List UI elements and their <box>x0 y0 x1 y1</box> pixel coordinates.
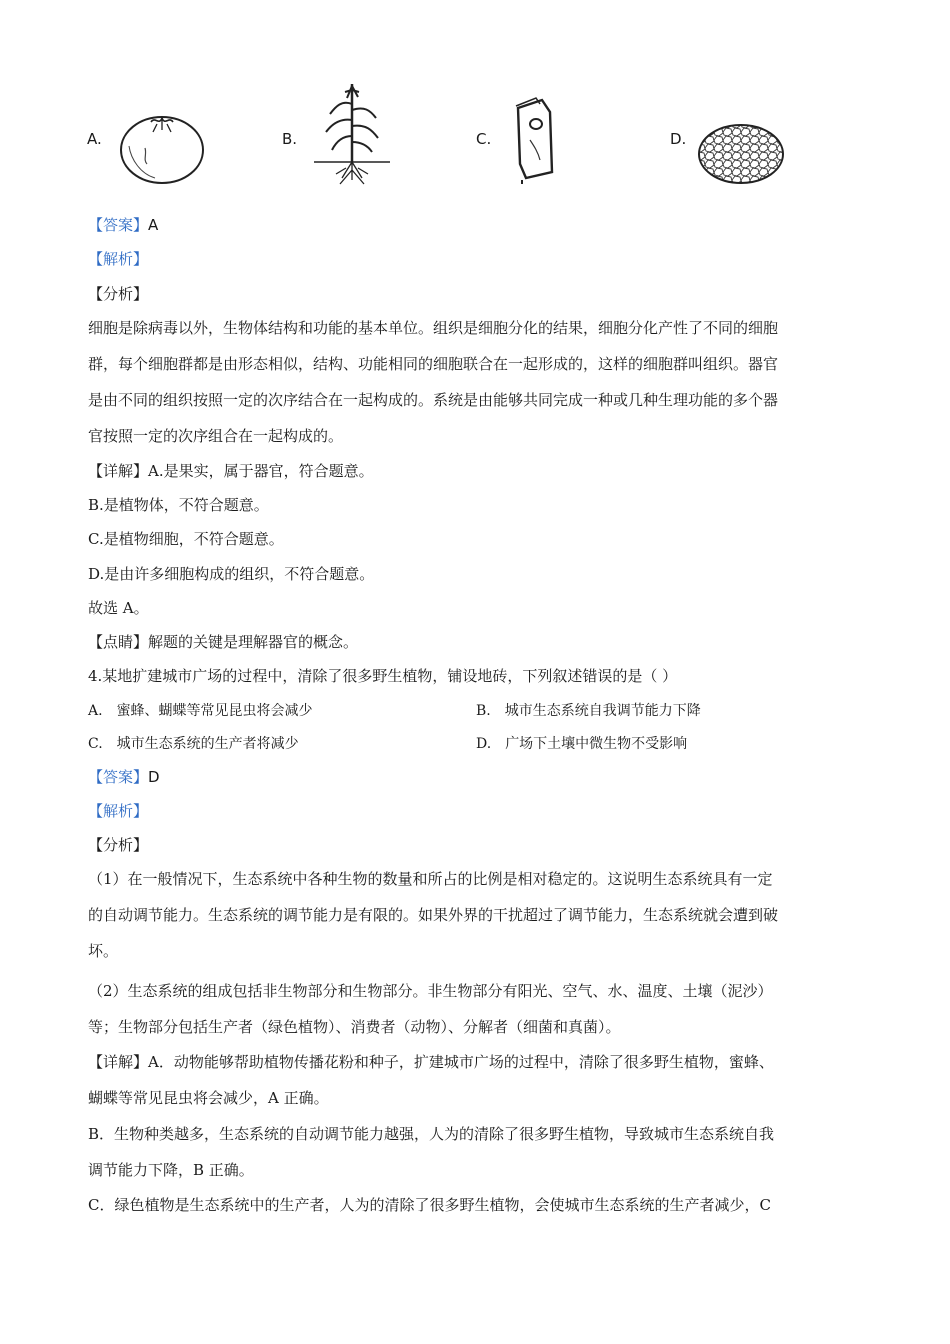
q4-fenxi-line: 等；生物部分包括生产者（绿色植物）、消费者（动物）、分解者（细菌和真菌）。 <box>88 1018 621 1036</box>
option-c-label: C. <box>476 130 492 148</box>
q4-detail-line: C．绿色植物是生态系统中的生产者，人为的清除了很多野生植物，会使城市生态系统的生产者减少，C <box>88 1196 771 1214</box>
q4-fenxi-line: （1）在一般情况下，生态系统中各种生物的数量和所占的比例是相对稳定的。这说明生态系统具有一定 <box>88 870 773 888</box>
q3-detail-line <box>88 461 374 481</box>
q4-choice-d <box>476 734 687 754</box>
q4-stem: 4.某地扩建城市广场的过程中，清除了很多野生植物，铺设地砖，下列叙述错误的是（ ） <box>88 667 678 685</box>
q4-choice-letter: C. <box>88 736 103 752</box>
q3-dianjing-line <box>88 632 358 652</box>
image-options-row <box>0 80 950 190</box>
q4-detail-line: 【详解】A．动物能够帮助植物传播花粉和种子，扩建城市广场的过程中，清除了很多野生植物，蜜蜂、 <box>88 1053 774 1071</box>
q3-fenxi-line: 是由不同的组织按照一定的次序结合在一起构成的。系统是由能够共同完成一种或几种生理功能的多个器 <box>88 391 779 409</box>
q4-choice-b <box>476 701 701 721</box>
q4-answer-value: D <box>148 768 160 786</box>
q3-dianjing-tag: 【点睛】 <box>88 633 149 651</box>
q4-fenxi-tag: 【分析】 <box>88 836 149 854</box>
q3-fenxi-line: 官按照一定的次序组合在一起构成的。 <box>88 427 344 445</box>
option-b <box>282 80 442 190</box>
q3-fenxi-tag: 【分析】 <box>88 285 149 303</box>
q3-fenxi-line: 群，每个细胞群都是由形态相似，结构、功能相同的细胞联合在一起形成的，这样的细胞群叫组织。器官 <box>88 355 779 373</box>
q3-conclusion: 故选 A。 <box>88 599 149 617</box>
q4-choice-letter: A. <box>88 703 103 719</box>
q4-fenxi-line: （2）生态系统的组成包括非生物部分和生物部分。非生物部分有阳光、空气、水、温度、土壤（泥沙） <box>88 982 773 1000</box>
option-a-label: A. <box>87 130 102 148</box>
q3-answer-value: A <box>148 216 159 234</box>
tomato-fruit-icon <box>117 80 207 190</box>
q4-choice-a <box>88 701 313 721</box>
option-a <box>87 80 247 190</box>
cell-tissue-icon <box>696 80 786 190</box>
q4-choice-text: 城市生态系统的生产者将减少 <box>116 736 299 752</box>
q4-fenxi-line: 的自动调节能力。生态系统的调节能力是有限的。如果外界的干扰超过了调节能力，生态系统就会遭到破 <box>88 906 779 924</box>
q4-choice-letter: D. <box>476 736 492 752</box>
q4-detail-line: 蝴蝶等常见昆虫将会减少，A 正确。 <box>88 1089 329 1107</box>
q4-choice-letter: B. <box>476 703 491 719</box>
q3-answer-line <box>88 215 158 235</box>
q4-fenxi-line: 坏。 <box>88 942 119 960</box>
q4-detail-line: B．生物种类越多，生态系统的自动调节能力越强，人为的清除了很多野生植物，导致城市生态系统自我 <box>88 1125 775 1143</box>
q3-detail-line: D.是由许多细胞构成的组织，不符合题意。 <box>88 565 375 583</box>
q3-dianjing-text: 解题的关键是理解器官的概念。 <box>148 633 359 651</box>
q4-choice-c <box>88 734 299 754</box>
plant-cell-icon <box>506 80 566 190</box>
q3-jiexi-tag: 【解析】 <box>88 250 149 268</box>
q4-answer-line <box>88 767 160 787</box>
q3-answer-tag: 【答案】 <box>88 216 149 234</box>
q4-choice-text: 城市生态系统自我调节能力下降 <box>504 703 701 719</box>
plant-body-icon <box>312 80 392 190</box>
option-d-label: D. <box>670 130 687 148</box>
q4-choice-text: 广场下土壤中微生物不受影响 <box>505 736 688 752</box>
option-c <box>476 80 636 190</box>
option-b-label: B. <box>282 130 298 148</box>
q4-detail-line: 调节能力下降，B 正确。 <box>88 1161 254 1179</box>
q3-fenxi-line: 细胞是除病毒以外，生物体结构和功能的基本单位。组织是细胞分化的结果，细胞分化产性了不同的细胞 <box>88 319 779 337</box>
q4-answer-tag: 【答案】 <box>88 768 149 786</box>
option-d <box>670 80 830 190</box>
q3-detail-tag: 【详解】 <box>88 462 149 480</box>
q3-detail-line: C.是植物细胞，不符合题意。 <box>88 530 284 548</box>
q3-detail-first: A.是果实，属于器官，符合题意。 <box>148 462 374 480</box>
q4-choice-text: 蜜蜂、蝴蝶等常见昆虫将会减少 <box>116 703 313 719</box>
q3-detail-line: B.是植物体，不符合题意。 <box>88 496 269 514</box>
q4-jiexi-tag: 【解析】 <box>88 802 149 820</box>
